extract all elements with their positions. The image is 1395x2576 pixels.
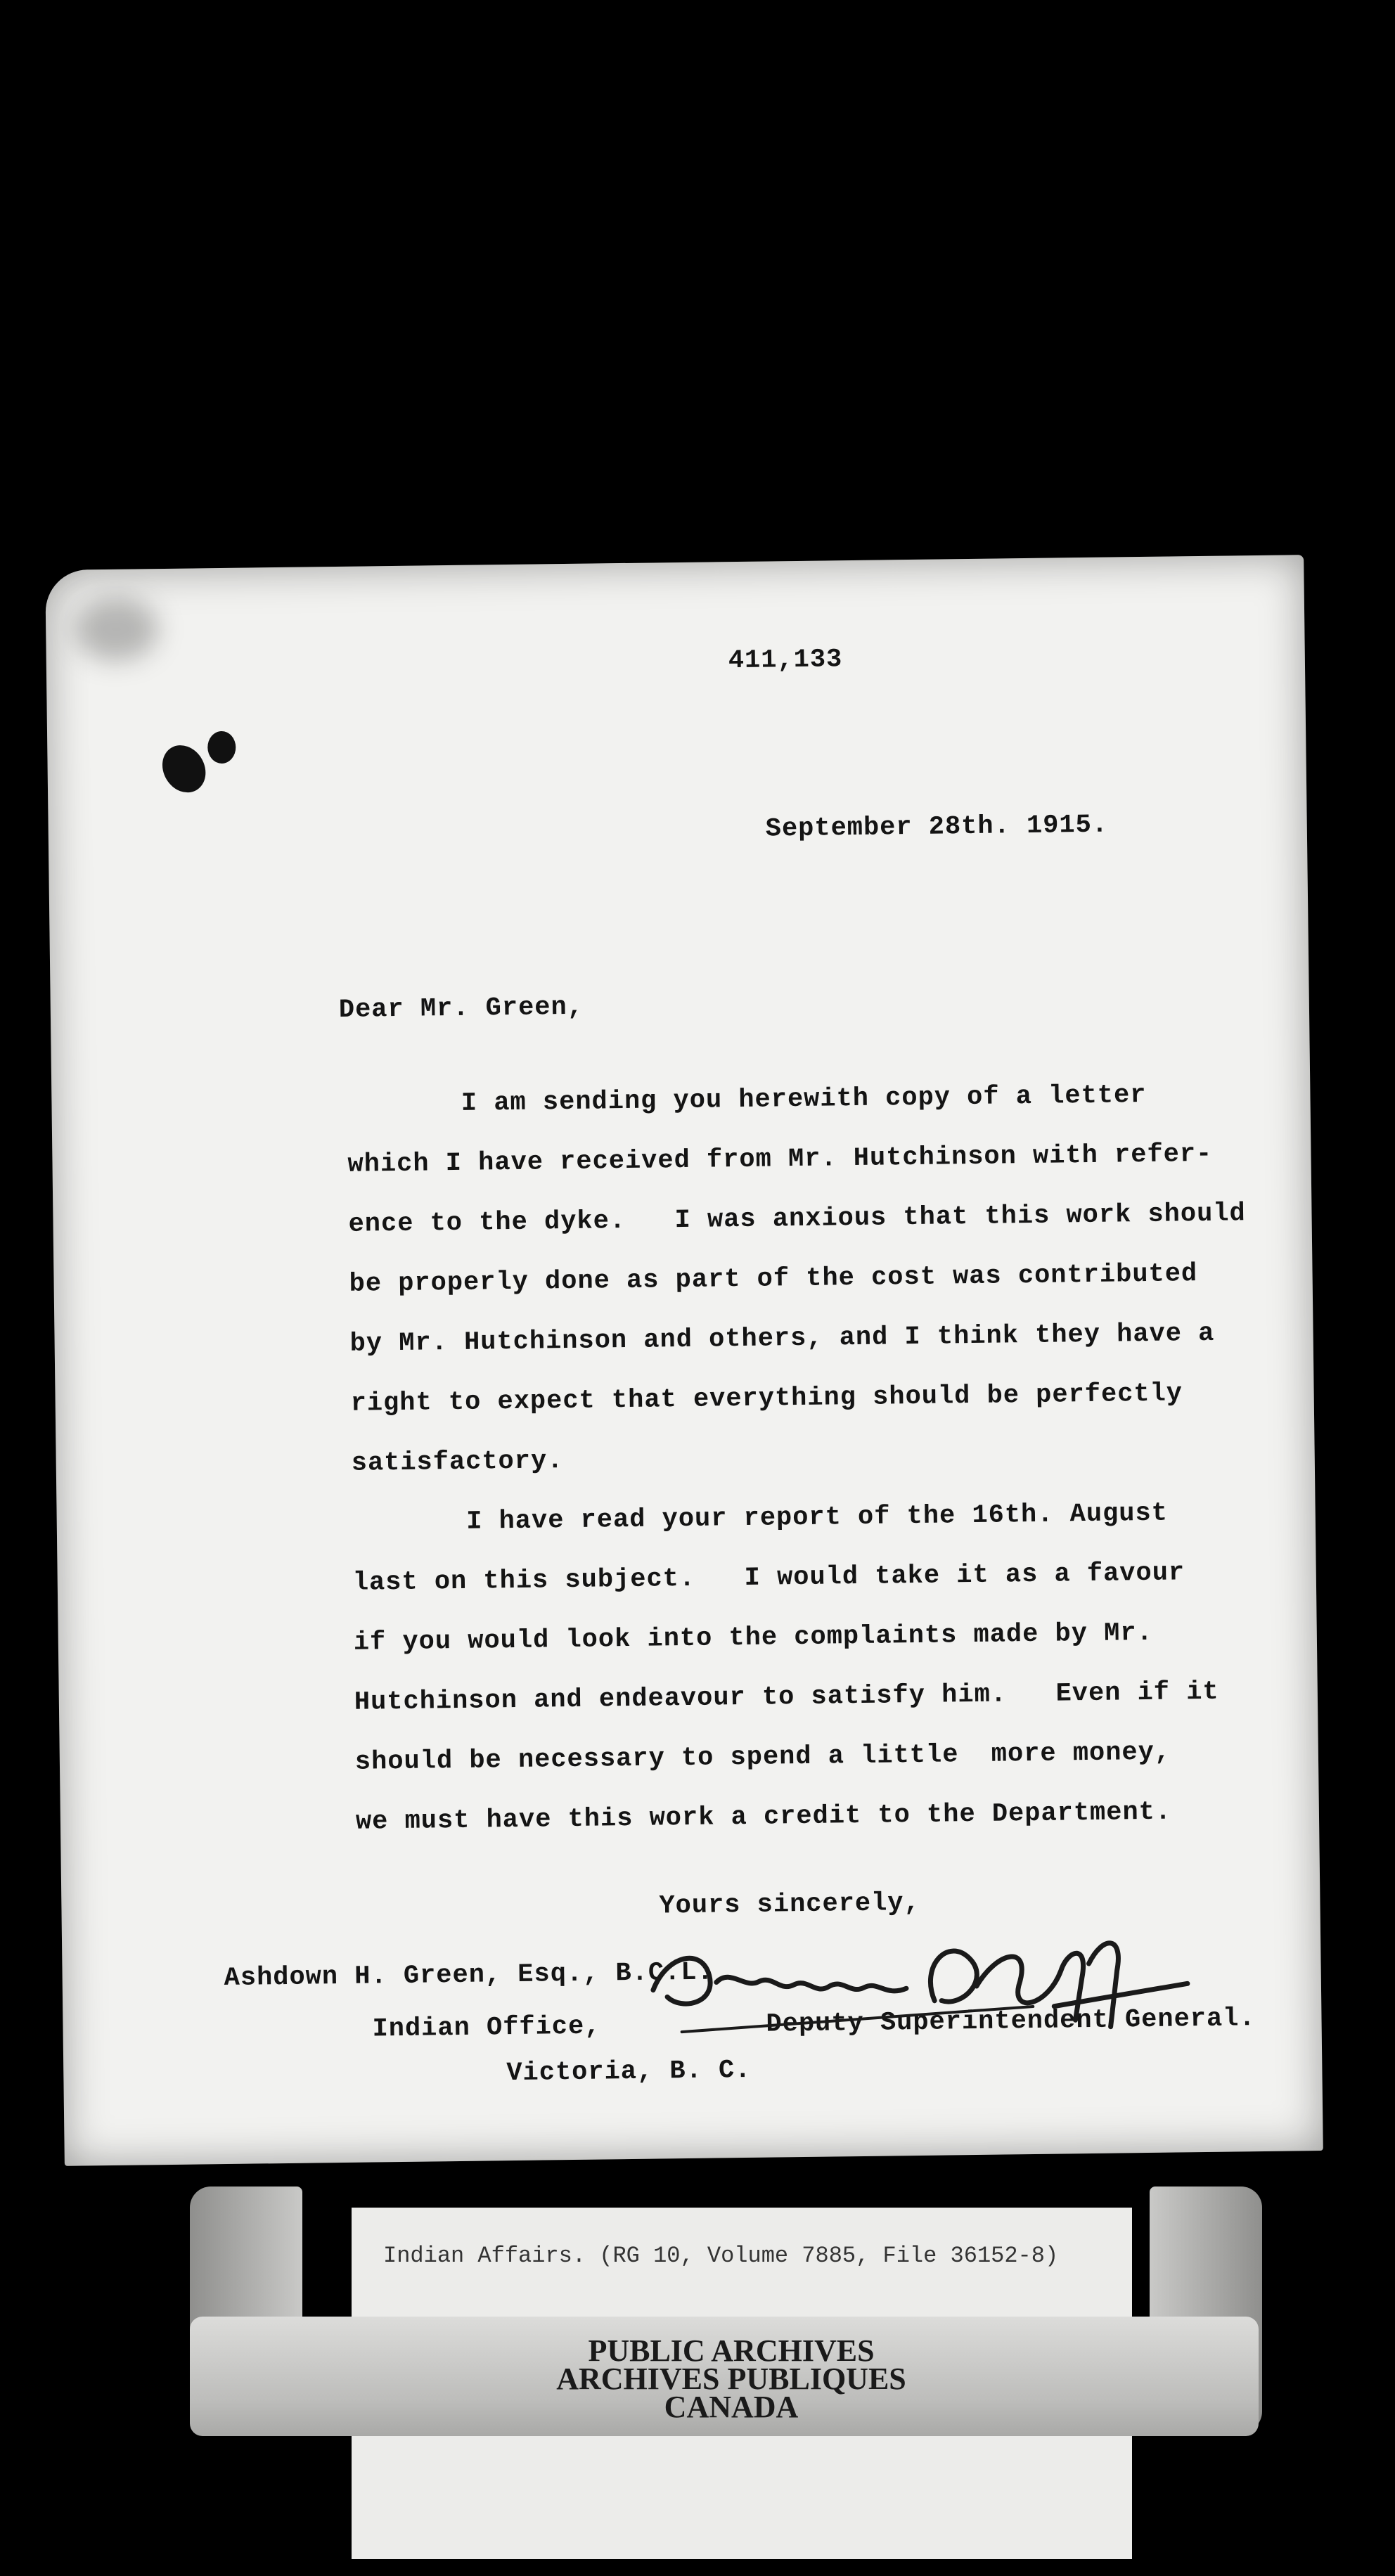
body-line: Hutchinson and endeavour to satisfy him. Even if it: [354, 1677, 1219, 1718]
body-line: I am sending you herewith copy of a letter: [347, 1080, 1147, 1120]
corner-smudge: [74, 597, 159, 661]
punch-hole-mark: [207, 731, 236, 764]
handwritten-signature: [638, 1920, 1217, 2082]
body-line: I have read your report of the 16th. August: [352, 1498, 1169, 1538]
recipient-office: Indian Office,: [372, 2011, 601, 2044]
file-number: 411,133: [728, 645, 843, 676]
archive-label-fr: ARCHIVES PUBLIQUES: [556, 2362, 906, 2396]
body-line: satisfactory.: [351, 1446, 564, 1479]
body-line: should be necessary to spend a little more money,: [354, 1737, 1171, 1777]
signer-title: Deputy Superintendent General.: [766, 2004, 1256, 2040]
body-line: ence to the dyke. I was anxious that this work should: [348, 1199, 1246, 1239]
recipient-city: Victoria, B. C.: [506, 2055, 752, 2089]
letter-page: [45, 555, 1323, 2166]
punch-hole-mark: [154, 738, 214, 801]
body-line: if you would look into the complaints made by Mr.: [353, 1618, 1154, 1658]
body-line: by Mr. Hutchinson and others, and I think they have a: [349, 1318, 1215, 1359]
body-line: right to expect that everything should be perfectly: [350, 1379, 1183, 1419]
body-line: we must have this work a credit to the Department.: [355, 1797, 1172, 1837]
archive-label-en: PUBLIC ARCHIVES: [588, 2333, 875, 2368]
body-line: which I have received from Mr. Hutchinson with refer-: [347, 1139, 1213, 1180]
body-line: last on this subject. I would take it as a favour: [352, 1558, 1185, 1598]
closing: Yours sincerely,: [659, 1888, 920, 1921]
recipient-name: Ashdown H. Green, Esq., B.C.L.: [224, 1957, 714, 1994]
body-line: be properly done as part of the cost was contributed: [349, 1259, 1198, 1299]
archive-citation: Indian Affairs. (RG 10, Volume 7885, File 36152-8): [383, 2243, 1059, 2269]
archive-label-country: CANADA: [664, 2390, 799, 2424]
salutation: Dear Mr. Green,: [338, 992, 584, 1025]
letter-date: September 28th. 1915.: [765, 810, 1109, 844]
